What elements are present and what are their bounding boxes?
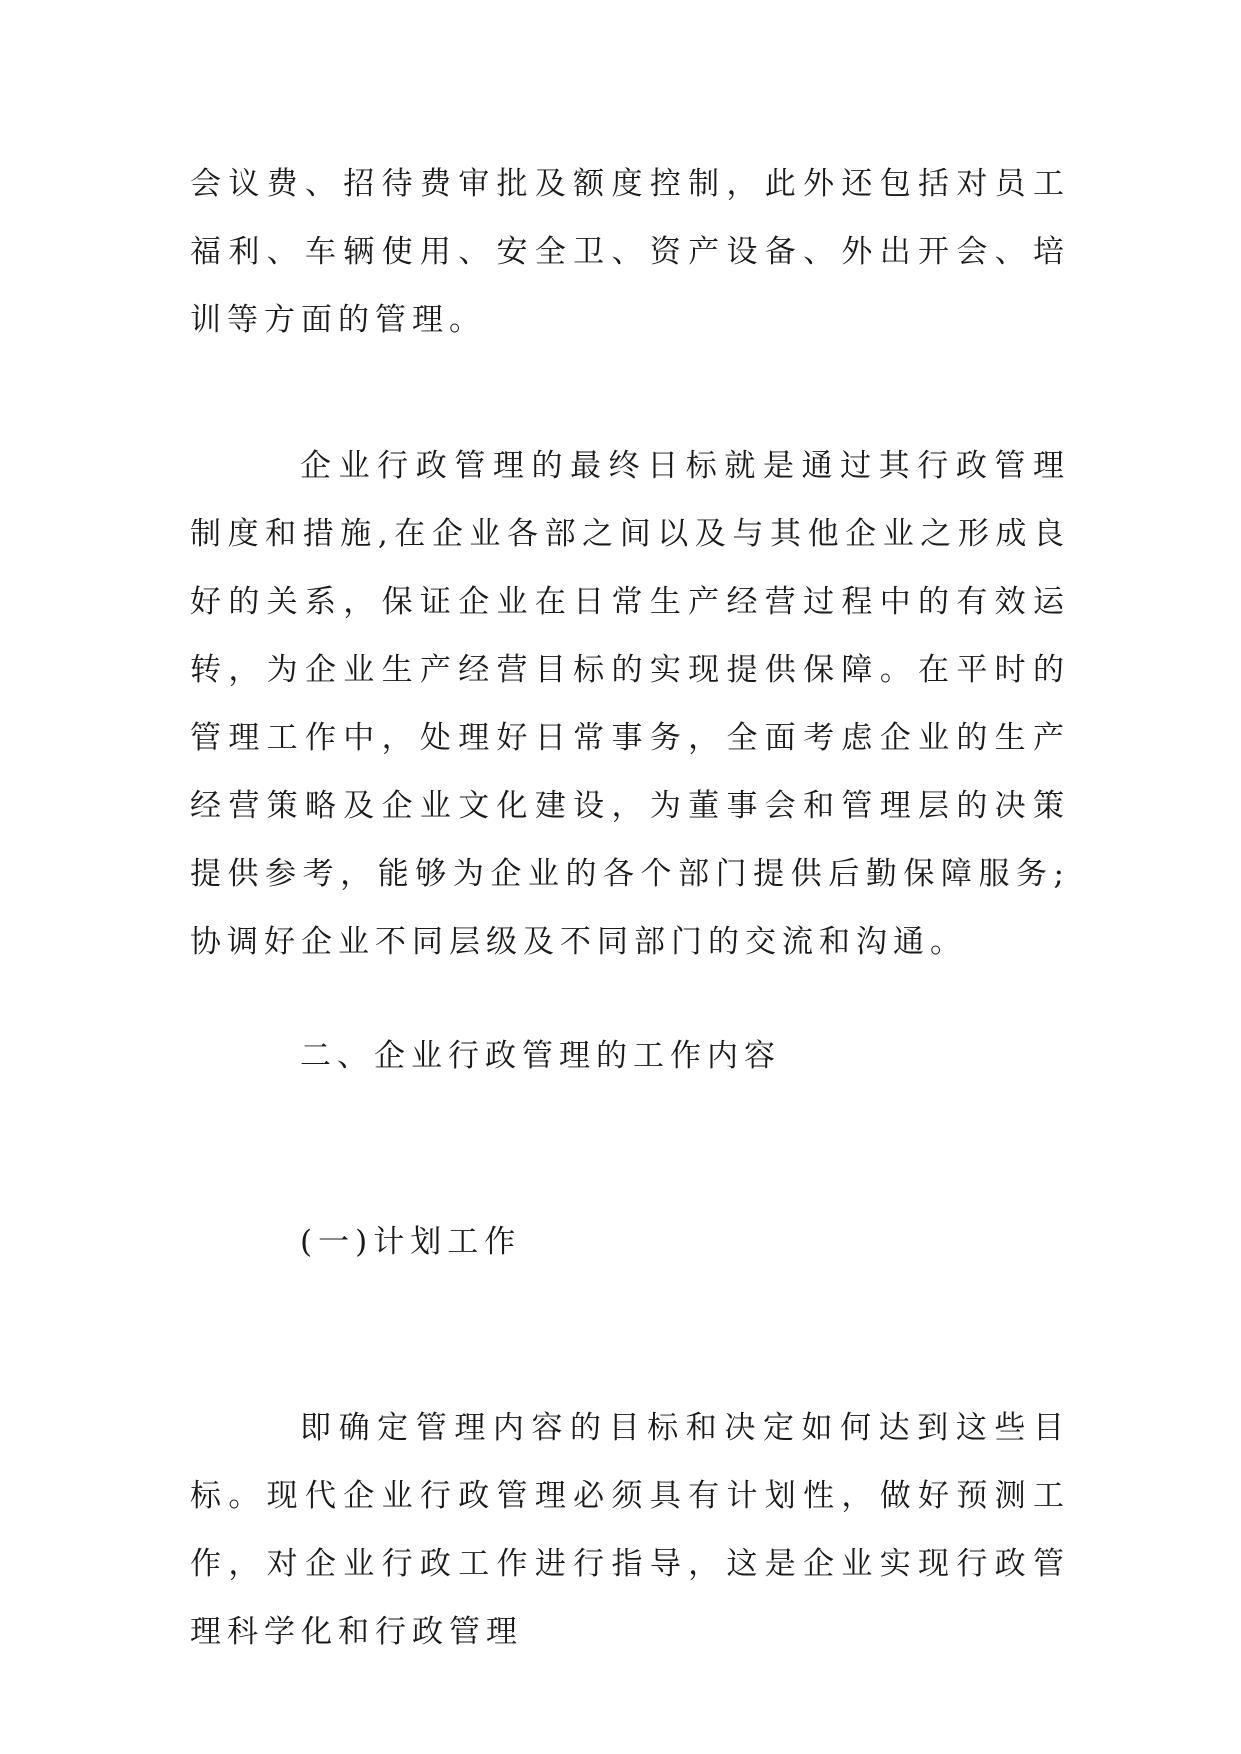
paragraph-text: 会议费、招待费审批及额度控制，此外还包括对员工福利、车辆使用、安全卫、资产设备、外出开会、培训等方面的管理。 [190, 166, 1070, 338]
paragraph-text: 企业行政管理的最终日标就是通过其行政管理制度和措施,在企业各部之间以及与其他企业之形成良好的关系，保证企业在日常生产经营过程中的有效运转，为企业生产经营目标的实现提供保障。在平时的管理工作中，处理好日常事务，全面考虑企业的生产经营策略及企业文化建设，为董事会和管理层的决策提供参考，能够为企业的各个部门提供后勤保障服务;协调好企业不同层级及不同部门的交流和沟通。 [190, 448, 1070, 960]
section-heading: 二、企业行政管理的工作内容 [300, 1038, 781, 1074]
subsection-heading: (一)计划工作 [300, 1224, 522, 1260]
paragraph-text: 即确定管理内容的目标和决定如何达到这些目标。现代企业行政管理必须具有计划性，做好预测工作，对企业行政工作进行指导，这是企业实现行政管理科学化和行政管理 [190, 1410, 1070, 1650]
